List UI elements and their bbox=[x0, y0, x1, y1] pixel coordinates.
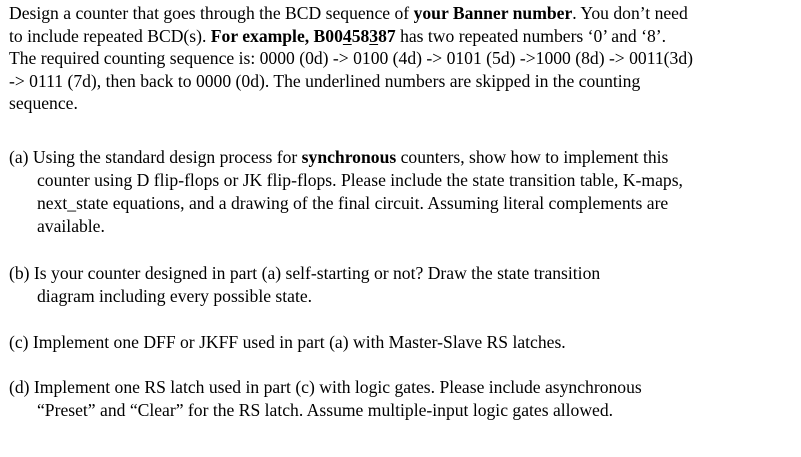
question-part-a bbox=[9, 146, 789, 238]
problem-intro bbox=[9, 2, 789, 115]
synchronous-emphasis: synchronous bbox=[301, 147, 397, 167]
example-banner-digits: 58 bbox=[351, 25, 370, 46]
question-part-c bbox=[9, 331, 789, 354]
part-a-text: counters, show how to implement this bbox=[396, 147, 669, 167]
question-part-d bbox=[9, 376, 789, 422]
underlined-digit: 3 bbox=[369, 25, 379, 46]
intro-text: to include repeated BCD(s). bbox=[9, 25, 211, 46]
example-banner-digits: 7 bbox=[386, 25, 396, 46]
intro-line-5: sequence. bbox=[9, 93, 78, 113]
question-part-b bbox=[9, 262, 789, 308]
intro-line-2 bbox=[9, 25, 789, 48]
part-a-line-2: counter using D flip-flops or JK flip-flops. Please include the state transition table, K-maps, bbox=[37, 170, 683, 190]
part-a-line-4: available. bbox=[37, 216, 105, 236]
example-banner-prefix: For example, B00 bbox=[210, 25, 343, 46]
intro-text: . You don’t need bbox=[572, 3, 688, 23]
part-b-line-2: diagram including every possible state. bbox=[37, 286, 313, 306]
intro-text: has two repeated numbers ‘0’ and ‘8’. bbox=[395, 25, 666, 46]
part-a-line-3: next_state equations, and a drawing of the final circuit. Assuming literal complements are bbox=[37, 193, 669, 213]
intro-line-3: The required counting sequence is: 0000 (0d) -> 0100 (4d) -> 0101 (5d) ->1000 (8d) -> 0011(3d) bbox=[9, 48, 693, 68]
intro-line-1 bbox=[9, 2, 789, 25]
intro-text: Design a counter that goes through the BCD sequence of bbox=[9, 3, 414, 23]
part-a-line-1 bbox=[9, 146, 789, 169]
part-d-line-1: (d) Implement one RS latch used in part (c) with logic gates. Please include asynchronous bbox=[9, 377, 642, 397]
part-b-line-1: (b) Is your counter designed in part (a) self-starting or not? Draw the state transition bbox=[9, 263, 601, 283]
part-a-text: (a) Using the standard design process for bbox=[9, 147, 302, 167]
intro-line-4: -> 0111 (7d), then back to 0000 (0d). The underlined numbers are skipped in the counting bbox=[9, 70, 641, 91]
example-banner-digits: 8 bbox=[378, 25, 387, 46]
part-c-line-1: (c) Implement one DFF or JKFF used in part (a) with Master-Slave RS latches. bbox=[9, 332, 566, 352]
part-d-line-2: “Preset” and “Clear” for the RS latch. Assume multiple-input logic gates allowed. bbox=[37, 400, 614, 420]
banner-number-emphasis: your Banner number bbox=[413, 3, 573, 23]
underlined-digit: 4 bbox=[342, 25, 352, 46]
